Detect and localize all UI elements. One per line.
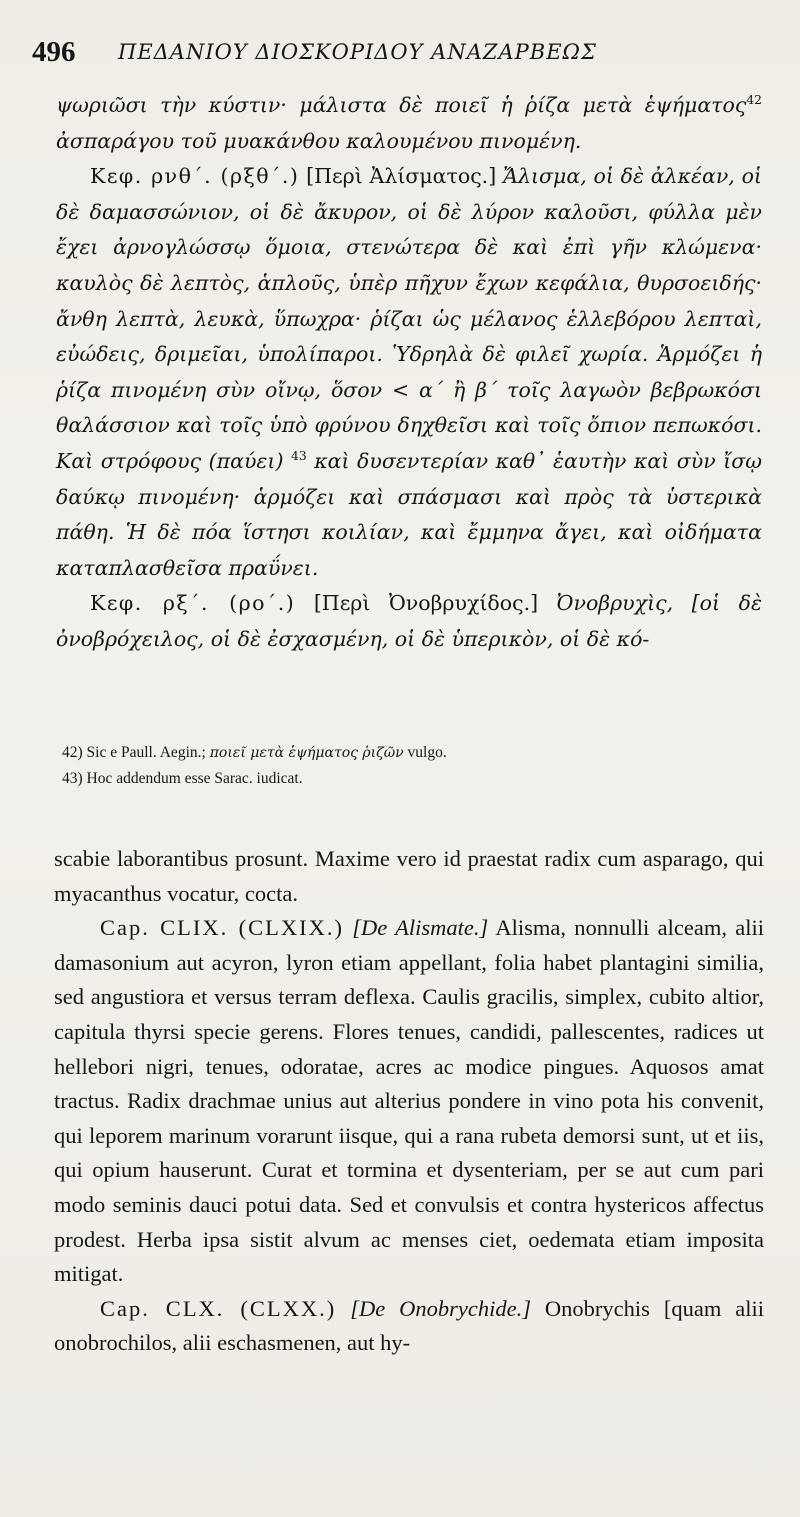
greek-text: Ὀνοβρυχὶς, [οἱ δὲ ὀνοβρόχειλος, οἱ δὲ ἐσχασμένη, οἱ δὲ ὑπερικὸν, οἱ δὲ κό-: [56, 591, 762, 651]
latin-text-block: [54, 842, 764, 1361]
latin-paragraph-onobrychis: [54, 1292, 764, 1361]
greek-paragraph-alisma: [56, 159, 762, 586]
chapter-heading-latin: Cap. CLIX. (CLXIX.): [100, 915, 344, 941]
chapter-heading-greek: Κεφ. ρξ΄. (ρο΄.): [90, 591, 296, 616]
footnote-ref-42: 42: [746, 93, 762, 108]
greek-paragraph-1: [56, 88, 762, 159]
footnote-text: vulgo.: [407, 744, 447, 761]
greek-text: ἀσπαράγου τοῦ μυακάνθου καλουμένου πινομένη.: [56, 128, 582, 153]
chapter-heading-greek: Κεφ. ρνθ΄. (ρξθ΄.): [90, 164, 300, 189]
footnote-mark: 42): [62, 744, 83, 761]
footnote-mark: 43): [62, 770, 83, 787]
chapter-title-greek: [Περὶ Ὀνοβρυχίδος.]: [313, 591, 539, 616]
latin-text: Alisma, nonnulli alceam, alii damasonium aut acyron, lyron etiam appellant, folia habet plantagini similia, sed angustiora et versus terram deflexa. Caulis gracilis, simplex, cubito altior, capitula thyrsi specie gerens. Flores tenues, candidi, pallescentes, radices ut hellebori nigri, tenues, odoratae, acres ac modice pingues. Aquosos amat tractus. Radix drachmae unius aut alterius pondere in vino pota his convenit, qui leporem marinum vorarunt iisque, qui a rana rubeta demorsi sunt, ut et iis, qui opium hauserunt. Curat et tormina et dysenteriam, per se aut cum pari modo seminis dauci potui data. Sed et convulsis et contra hystericos affectus prodest. Herba ipsa sistit alvum ac menses ciet, oedemata etiam imposita mitigat.: [54, 915, 764, 1287]
greek-text: Ἄλισμα, οἱ δὲ ἀλκέαν, οἱ δὲ δαμασσώνιον, οἱ δὲ ἄκυρον, οἱ δὲ λύρον καλοῦσι, φύλλα μὲν ἔχει ἀρνογλώσσῳ ὅμοια, στενώτερα δὲ καὶ ἐπὶ γῆν κλώμενα· καυλὸς δὲ λεπτὸς, ἁπλοῦς, ὑπὲρ πῆχυν ἔχων κεφάλια, θυρσοειδής· ἄνθη λεπτὰ, λευκὰ, ὕπωχρα· ῥίζαι ὡς μέλανος ἑλλεβόρου λεπταὶ, εὐώδεις, δριμεῖαι, ὑπολίπαροι. Ὑδρηλὰ δὲ φιλεῖ χωρία. Ἁρμόζει ἡ ῥίζα πινομένη σὺν οἴνῳ, ὅσον < α΄ ἢ β΄ τοῖς λαγωὸν βεβρωκόσι θαλάσσιον καὶ τοῖς ὑπὸ φρύνου δηχθεῖσι καὶ τοῖς ὄπιον πεπωκόσι. Καὶ στρόφους (παύει): [56, 164, 762, 473]
chapter-title-greek: [Περὶ Ἀλίσματος.]: [306, 164, 497, 189]
latin-paragraph-1: scabie laborantibus prosunt. Maxime vero id praestat radix cum asparago, qui myacanthus vocatur, cocta.: [54, 846, 764, 906]
greek-text: καὶ δυσεντερίαν καθ᾽ ἑαυτὴν καὶ σὺν ἴσῳ δαύκῳ πινομένη· ἁρμόζει καὶ σπάσμασι καὶ πρὸς τὰ ὑστερικὰ πάθη. Ἡ δὲ πόα ἵστησι κοιλίαν, καὶ ἔμμηνα ἄγει, καὶ οἰδήματα καταπλασθεῖσα πραΰνει.: [56, 448, 762, 580]
footnote-text: Hoc addendum esse Sarac. iudicat.: [86, 770, 303, 787]
footnote-text: Sic e Paull. Aegin.;: [86, 744, 206, 761]
chapter-title-latin: [De Onobrychide.]: [350, 1295, 531, 1321]
footnote-42: [62, 740, 760, 766]
page-number: 496: [32, 36, 76, 68]
chapter-heading-latin: Cap. CLX. (CLXX.): [100, 1295, 337, 1321]
chapter-title-latin: [De Alismate.]: [352, 915, 489, 941]
footnote-greek: ποιεῖ μετὰ ἑψήματος ῥιζῶν: [209, 745, 404, 761]
latin-paragraph-alisma: [54, 911, 764, 1292]
footnote-43: [62, 766, 760, 792]
page-header: [32, 34, 772, 78]
greek-paragraph-onobrychis: [56, 586, 762, 657]
latin-text: Onobrychis [quam alii onobrochilos, alii eschasmenen, aut hy-: [54, 1295, 765, 1356]
footnotes: [60, 740, 760, 792]
running-title: ΠΕΔΑΝΙΟΥ ΔΙΟΣΚΟΡΙΔΟΥ ΑΝΑΖΑΡΒΕΩΣ: [118, 40, 597, 64]
greek-text-block: [56, 88, 762, 658]
greek-text: ψωριῶσι τὴν κύστιν· μάλιστα δὲ ποιεῖ ἡ ῥίζα μετὰ ἑψήματος: [56, 93, 747, 117]
footnote-ref-43: 43: [291, 449, 307, 464]
